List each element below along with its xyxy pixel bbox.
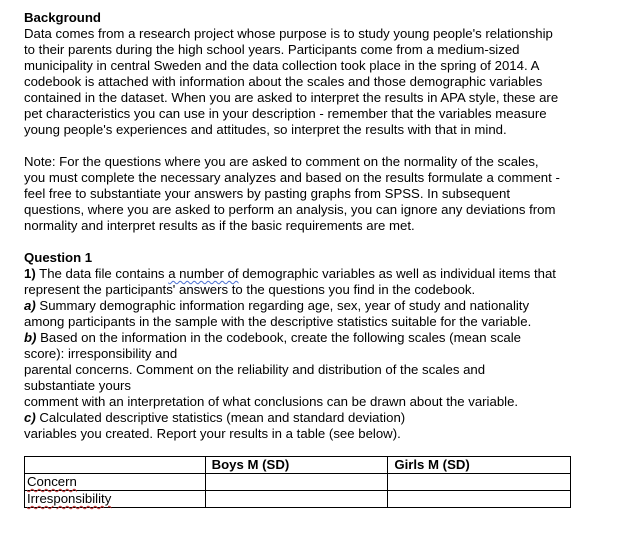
table-cell-boys[interactable] [205,491,388,508]
item1-number: 1) [24,266,36,281]
item1-text-pre: The data file contains [35,266,169,281]
background-line: young people's experiences and attitudes, so interpret the results with that in mind. [24,122,507,137]
item1-text-post: demographic variables as well as individual items that [238,266,556,281]
row-label-text: Irresponsibility [27,491,112,506]
part-b-label: b) [24,330,37,345]
note-line: normality and interpret results as if the basic requirements are met. [24,218,415,233]
note-line: you must complete the necessary analyzes and based on the results formulate a comment - [24,170,560,185]
part-c-line1: Calculated descriptive statistics (mean and standard deviation) [35,410,406,425]
table-cell-boys[interactable] [205,474,388,491]
part-c-label: c) [24,410,36,425]
part-a-line1: Summary demographic information regarding age, sex, year of study and nationality [35,298,530,313]
table-header-girls[interactable]: Girls M (SD) [388,457,571,474]
background-line: Data comes from a research project whose purpose is to study young people's relationship [24,26,553,41]
table-row [25,491,571,508]
background-heading: Background [24,10,101,25]
item1-line2: represent the participants' answers to the questions you find in the codebook. [24,282,476,297]
table-cell-girls[interactable] [388,474,571,491]
item1-grammar-flag: a number of [168,266,239,281]
document-body [24,10,596,442]
background-line: contained in the dataset. When you are asked to interpret the results in APA style, these are [24,90,559,105]
table-header-cell[interactable] [25,457,206,474]
part-a-line2: among participants in the sample with the descriptive statistics suitable for the variable. [24,314,532,329]
background-line: municipality in central Sweden and the data collection took place in the spring of 2014. A [24,58,540,73]
table-cell-girls[interactable] [388,491,571,508]
question1-part-a [24,298,596,330]
part-a-label: a) [24,298,36,313]
part-c-line2: variables you created. Report your results in a table (see below). [24,426,401,441]
table-header-boys[interactable]: Boys M (SD) [205,457,388,474]
background-line: codebook is attached with information about the scales and those demographic variables [24,74,543,89]
table-row [25,474,571,491]
results-table [24,456,571,508]
part-b-line4: substantiate yours [24,378,132,393]
row-label-irresponsibility[interactable] [25,491,206,508]
note-line: questions, where you are asked to perform an analysis, you can ignore any deviations from [24,202,556,217]
question1-part-c [24,410,596,442]
row-label-concern[interactable] [25,474,206,491]
question1-item1 [24,266,596,298]
background-line: to their parents during the high school years. Participants come from a medium-sized [24,42,520,57]
note-line: feel free to substantiate your answers by pasting graphs from SPSS. In subsequent [24,186,511,201]
note-paragraph [24,154,596,234]
note-line: Note: For the questions where you are asked to comment on the normality of the scales, [24,154,539,169]
part-b-line1: Based on the information in the codebook, create the following scales (mean scale [36,330,522,345]
part-b-line2: score): irresponsibility and [24,346,178,361]
question1-heading: Question 1 [24,250,93,265]
part-b-line5: comment with an interpretation of what conclusions can be drawn about the variable. [24,394,519,409]
background-line: pet characteristics you can use in your description - remember that the variables measure [24,106,547,121]
part-b-line3: parental concerns. Comment on the reliability and distribution of the scales and [24,362,486,377]
background-paragraph [24,26,596,138]
table-header-row [25,457,571,474]
row-label-text: Concern [27,474,77,489]
question1-part-b [24,330,596,410]
